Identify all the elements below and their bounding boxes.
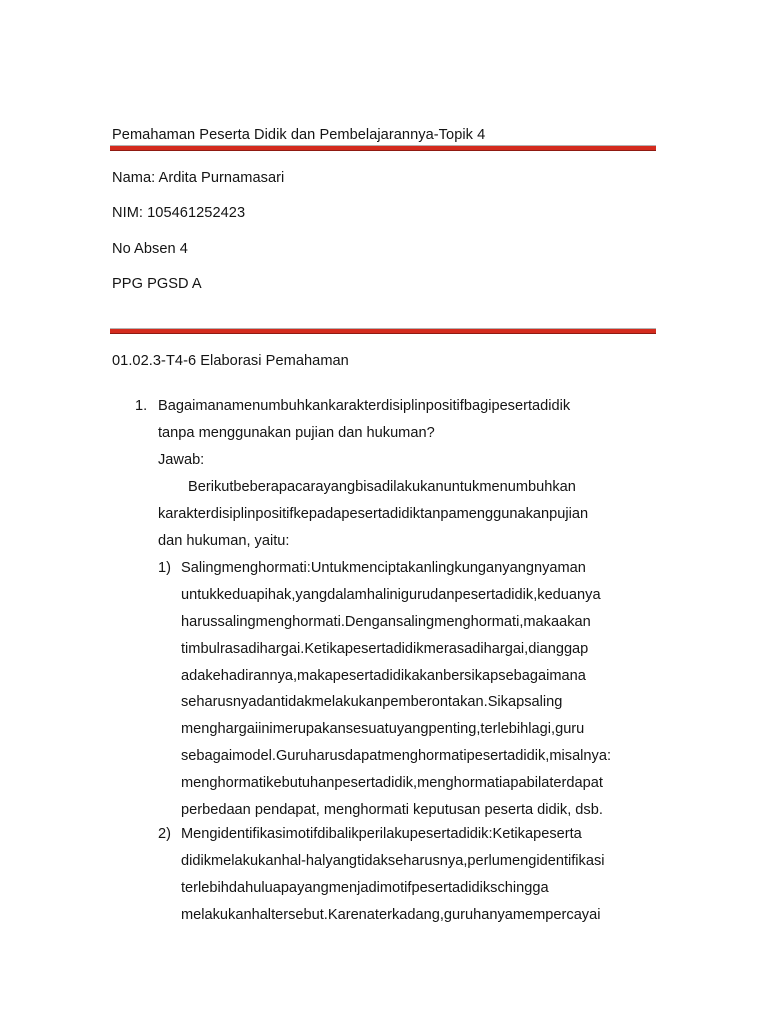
item-number: 2) [158,826,171,842]
item-line: Salingmenghormati:Untukmenciptakanlingkunganyangnyaman [181,560,586,576]
intro-line: karakterdisiplinpositifkepadapesertadidiktanpamenggunakanpujian [158,505,589,522]
item-line: menghargaiinimerupakansesuatuyangpenting,terlebihlagi,guru [181,721,585,738]
item-line: harussalingmenghormati.Dengansalingmenghormati,makaakan [181,613,591,630]
item-line: didikmelakukanhal-halyangtidakseharusnya,perlumengidentifikasi [181,852,605,869]
item-text [181,821,656,929]
item-line: melakukanhaltersebut.Karenaterkadang,guruhanyamempercayai [181,906,601,923]
item-line: seharusnyadantidakmelakukanpemberontakan.Sikapsaling [181,694,563,711]
header-divider-top [110,145,656,151]
student-class: PPG PGSD A [112,276,202,292]
question-line: tanpa menggunakan pujian dan hukuman? [158,424,435,441]
header-divider-bottom [110,328,656,334]
section-title: 01.02.3-T4-6 Elaborasi Pemahaman [112,353,349,369]
student-absen: No Absen 4 [112,241,188,257]
item-number: 1) [158,560,171,576]
answer-intro [158,474,656,555]
item-line: menghormatikebutuhanpesertadidik,menghormatiapabilaterdapat [181,775,603,792]
item-line: Mengidentifikasimotifdibalikperilakupesertadidik:Ketikapeserta [181,826,582,842]
question-line: Bagaimanamenumbuhkankarakterdisiplinpositifbagipesertadidik [158,398,571,414]
intro-line: Berikutbeberapacarayangbisadilakukanuntukmenumbuhkan [188,479,576,495]
item-line: untukkeduapihak,yangdalamhalinigurudanpesertadidik,keduanya [181,586,601,603]
intro-line: dan hukuman, yaitu: [158,532,290,549]
student-name: Nama: Ardita Purnamasari [112,170,285,186]
question-text [158,393,656,474]
item-line: timbulrasadihargai.Ketikapesertadidikmerasadihargai,dianggap [181,640,589,657]
question-number: 1. [135,398,148,414]
item-text [181,555,656,824]
student-nim: NIM: 105461252423 [112,205,246,221]
document-title: Pemahaman Peserta Didik dan Pembelajarannya-Topik 4 [112,127,486,143]
item-line: perbedaan pendapat, menghormati keputusan peserta didik, dsb. [181,802,603,819]
item-line: terlebihdahuluapayangmenjadimotifpesertadidikschingga [181,879,549,896]
item-line: adakehadirannya,makapesertadidikakanbersikapsebagaimana [181,667,586,684]
answer-label: Jawab: [158,451,205,468]
item-line: sebagaimodel.Guruharusdapatmenghormatipesertadidik,misalnya: [181,748,612,765]
